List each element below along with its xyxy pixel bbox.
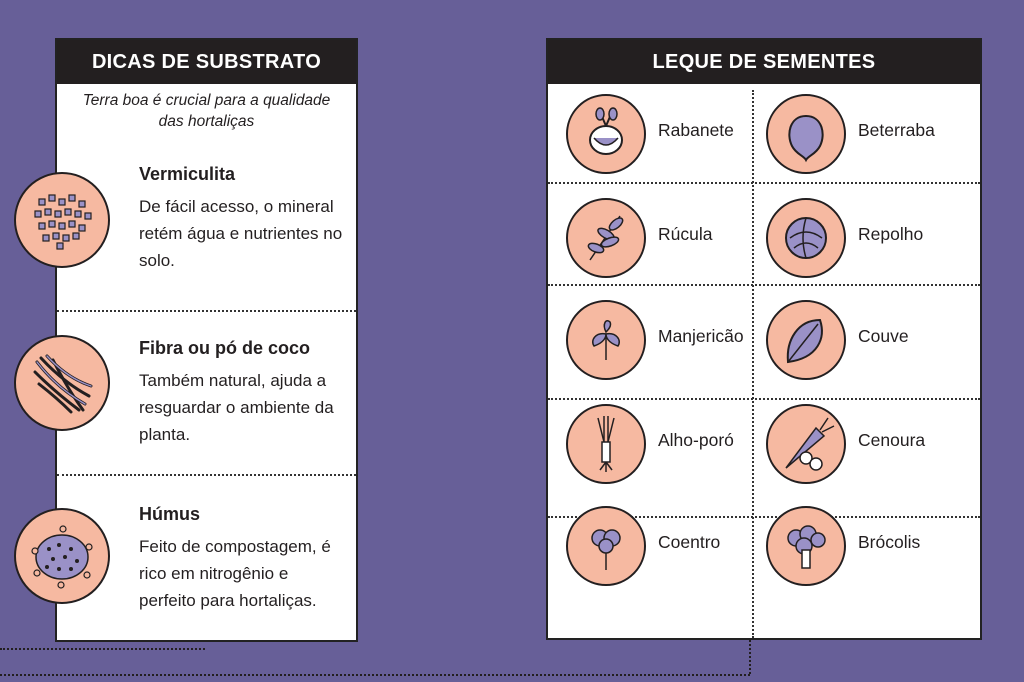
seed-label: Cenoura xyxy=(858,430,926,450)
seed-beet xyxy=(748,86,948,186)
seed-label: Manjericão xyxy=(658,326,744,346)
seed-label: Brócolis xyxy=(858,532,921,552)
decorative-line xyxy=(0,648,205,650)
seed-coriander xyxy=(548,498,748,598)
tip-description: De fácil acesso, o mineral retém água e nutrientes no solo. xyxy=(139,197,343,270)
tip-description: Feito de compostagem, é rico em nitrogênio e perfeito para hortaliças. xyxy=(139,537,331,610)
cabbage-icon xyxy=(766,198,846,278)
tip-vermiculite xyxy=(139,164,349,274)
beet-icon xyxy=(766,94,846,174)
humus-icon xyxy=(14,508,110,604)
seeds-panel xyxy=(546,38,982,640)
tip-humus xyxy=(139,504,349,614)
seed-leek xyxy=(548,396,748,496)
basil-icon xyxy=(566,300,646,380)
carrot-icon xyxy=(766,404,846,484)
tip-title: Vermiculita xyxy=(139,164,236,184)
seed-label: Rabanete xyxy=(658,120,734,140)
radish-icon xyxy=(566,94,646,174)
decorative-line xyxy=(0,674,750,676)
seed-cabbage xyxy=(748,190,948,290)
coriander-icon xyxy=(566,506,646,586)
seed-kale xyxy=(748,292,948,392)
seed-label: Repolho xyxy=(858,224,924,244)
arugula-icon xyxy=(566,198,646,278)
seed-label: Coentro xyxy=(658,532,721,552)
seed-label: Beterraba xyxy=(858,120,935,140)
seeds-title: LEQUE DE SEMENTES xyxy=(548,40,980,84)
tip-title: Fibra ou pó de coco xyxy=(139,338,311,358)
divider xyxy=(57,474,356,476)
seed-label: Alho-poró xyxy=(658,430,734,450)
vermiculite-icon xyxy=(14,172,110,268)
coconut-fiber-icon xyxy=(14,335,110,431)
seed-carrot xyxy=(748,396,948,496)
seed-label: Couve xyxy=(858,326,909,346)
substrate-tips-subtitle: Terra boa é crucial para a qualidade das hortaliças xyxy=(82,92,331,130)
seed-basil xyxy=(548,292,748,392)
kale-icon xyxy=(766,300,846,380)
seed-radish xyxy=(548,86,748,186)
tip-description: Também natural, ajuda a resguardar o ambiente da planta. xyxy=(139,371,334,444)
divider xyxy=(57,310,356,312)
broccoli-icon xyxy=(766,506,846,586)
decorative-line xyxy=(749,640,751,674)
tip-title: Húmus xyxy=(139,504,201,524)
substrate-tips-title: DICAS DE SUBSTRATO xyxy=(57,40,356,84)
tip-coconut-fiber xyxy=(139,338,349,448)
seed-broccoli xyxy=(748,498,948,598)
seed-label: Rúcula xyxy=(658,224,713,244)
seed-arugula xyxy=(548,190,748,290)
leek-icon xyxy=(566,404,646,484)
